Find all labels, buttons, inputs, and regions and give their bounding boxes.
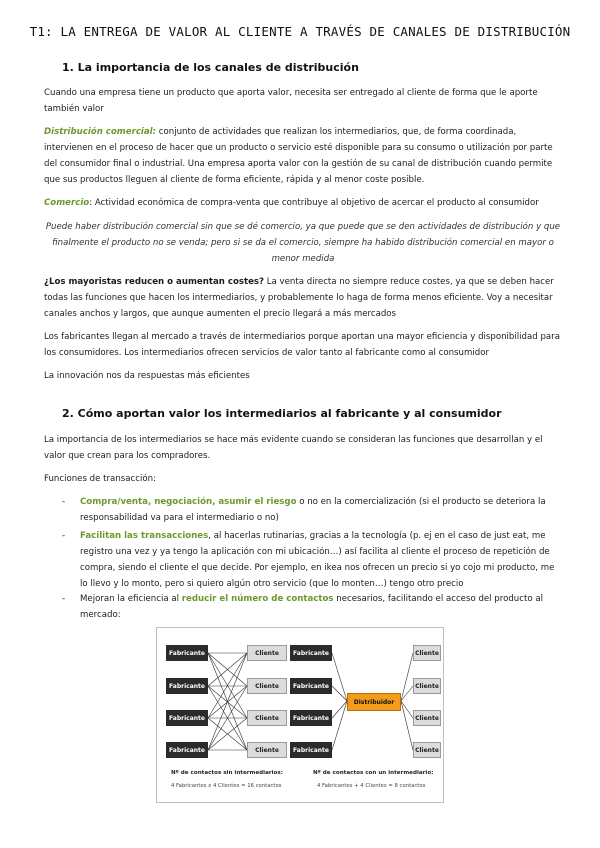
bullet-highlight: reducir el número de contactos — [181, 594, 334, 604]
bullet-dash: - — [62, 531, 66, 541]
caption-without-intermediary: Nº de contactos sin intermediarios: — [171, 770, 283, 776]
section-2-heading: 2. Cómo aportan valor los intermediarios al fabricante y al consumidor — [62, 407, 502, 420]
connector-line — [332, 701, 347, 718]
mayoristas-answer: La venta directa no siempre reduce costes, ya que se deben hacer todas las funciones que hacen los intermediarios, y probablemente lo haga de forma menos eficiente. Voy a necesitar canales anchos y largos, que aunque aumenten el precio llegará a más mercados — [44, 277, 554, 319]
distribucion-term: Distribución comercial: — [44, 127, 157, 137]
comercio-paragraph — [44, 195, 562, 211]
fabricante-box: Fabricante — [166, 742, 208, 758]
bullet-item: Compra/venta, negociación, asumir el riesgo o no en la comercialización (si el producto se deteriora la responsabilidad va para el intermediario o no) — [80, 497, 546, 523]
funciones-label: Funciones de transacción: — [44, 474, 156, 484]
comercio-term: Comercio — [44, 198, 90, 208]
page-title: T1: LA ENTREGA DE VALOR AL CLIENTE A TRAVÉS DE CANALES DE DISTRIBUCIÓN — [29, 24, 571, 39]
bullet-dash: - — [62, 594, 66, 604]
cliente-box: Cliente — [413, 678, 441, 694]
formula-without-intermediary: 4 Fabricantes x 4 Clientes = 16 contactos — [171, 783, 282, 789]
caption-with-intermediary: Nº de contactos con un intermediario: — [313, 770, 434, 776]
bullet-dash: - — [62, 497, 66, 507]
mayoristas-question: ¿Los mayoristas reducen o aumentan costes? — [44, 277, 265, 287]
distribucion-definition: conjunto de actividades que realizan los intermediarios, que, de forma coordinada, intervienen en el proceso de hacer que un producto o servicio esté disponible para su consumo o utilización por parte del consumidor final o industrial. Una empresa aporta valor con la gestión de su canal de distribución cuando permite que sus productos lleguen al cliente de forma eficiente, rápida y al menor coste posible. — [44, 127, 553, 185]
cliente-box: Cliente — [413, 645, 441, 661]
section-1-intro: Cuando una empresa tiene un producto que aporta valor, necesita ser entregado al cliente de forma que le aporte también valor — [44, 88, 538, 114]
cliente-box: Cliente — [247, 678, 287, 694]
italic-quote: Puede haber distribución comercial sin que se dé comercio, ya que puede que se den actividades de distribución y que finalmente el producto no se venda; pero si se da el comercio, siempre ha habido distribución comercial en mayor o menor medida — [45, 222, 561, 264]
cliente-box: Cliente — [247, 742, 287, 758]
bullet-item: Mejoran la eficiencia al reducir el número de contactos necesarios, facilitando el acceso del producto al mercado: — [80, 594, 543, 620]
section-1-heading: 1. La importancia de los canales de distribución — [62, 61, 359, 74]
fabricante-box: Fabricante — [290, 645, 332, 661]
formula-with-intermediary: 4 Fabricantes + 4 Clientes = 8 contactos — [317, 783, 426, 789]
connector-line — [332, 701, 347, 750]
fabricante-box: Fabricante — [166, 710, 208, 726]
cliente-box: Cliente — [413, 710, 441, 726]
bullet-highlight: Facilitan las transacciones — [80, 531, 209, 541]
cliente-box: Cliente — [247, 710, 287, 726]
distribuidor-box: Distribuidor — [347, 693, 401, 711]
fabricante-box: Fabricante — [290, 742, 332, 758]
innovacion-paragraph: La innovación nos da respuestas más eficientes — [44, 371, 250, 381]
comercio-definition: : Actividad económica de compra-venta que contribuye al objetivo de acercar el producto al consumidor — [89, 198, 539, 208]
fabricante-box: Fabricante — [290, 710, 332, 726]
section-2-intro: La importancia de los intermediarios se hace más evidente cuando se consideran las funciones que desarrollan y el valor que crean para los compradores. — [44, 435, 543, 461]
distribucion-paragraph — [44, 124, 562, 188]
fabricantes-paragraph: Los fabricantes llegan al mercado a través de intermediarios porque aportan una mayor eficiencia y disponibilidad para los consumidores. Los intermediarios ofrecen servicios de valor tanto al fabricante como al consumidor — [44, 332, 560, 358]
fabricante-box: Fabricante — [290, 678, 332, 694]
connector-line — [401, 701, 413, 750]
bullet-item: Facilitan las transacciones, al hacerlas rutinarias, gracias a la tecnología (p. ej en el caso de just eat, me registro una vez y ya tengo la aplicación con mi ubicación…) así facilita al cliente el proceso de repetición de compra, siendo el cliente el que decide. Por ejemplo, en ikea nos ofrecen un precio si yo cojo mi producto, me lo llevo y lo monto, pero si quiero algún otro servicio (que lo monten…) tengo otro precio — [80, 531, 555, 589]
cliente-box: Cliente — [247, 645, 287, 661]
contacts-diagram — [156, 627, 444, 803]
bullet-highlight: Compra/venta, negociación, asumir el riesgo — [80, 497, 297, 507]
mayoristas-paragraph — [44, 274, 562, 322]
fabricante-box: Fabricante — [166, 645, 208, 661]
fabricante-box: Fabricante — [166, 678, 208, 694]
cliente-box: Cliente — [413, 742, 441, 758]
